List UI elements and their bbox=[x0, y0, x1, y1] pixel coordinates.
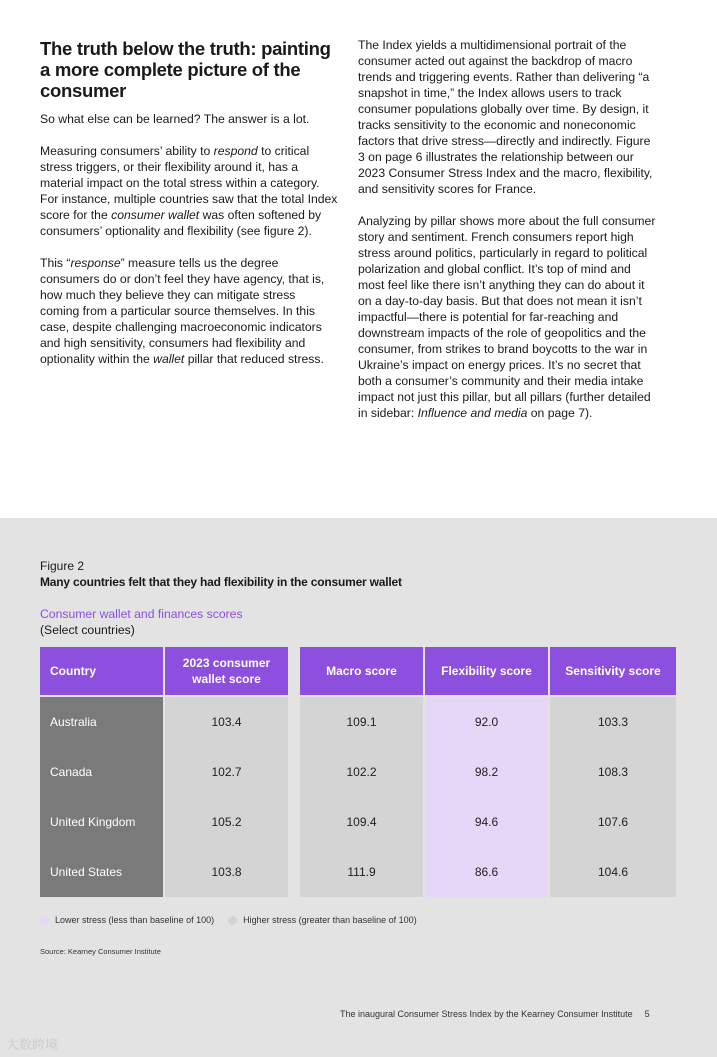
wallet-cell: 103.4 bbox=[165, 697, 290, 747]
flexibility-cell: 86.6 bbox=[425, 847, 550, 897]
figure-caption bbox=[40, 558, 402, 590]
figure-title: Many countries felt that they had flexibility in the consumer wallet bbox=[40, 575, 402, 589]
paragraph: This “response” measure tells us the degree consumers do or don’t feel they have agency, that is, how much they believe they can mitigate stress coming from a particular source themselves. In this case, despite challenging macroeconomic indicators and high sensitivity, consumers had flexibility and optionality within the wallet pillar that reduced stress. bbox=[40, 256, 325, 366]
wallet-cell: 105.2 bbox=[165, 797, 290, 847]
header-flexibility: Flexibility score bbox=[425, 647, 550, 697]
column-gap bbox=[290, 797, 300, 847]
table-row bbox=[40, 697, 676, 747]
country-cell: United States bbox=[40, 847, 165, 897]
sensitivity-cell: 107.6 bbox=[550, 797, 676, 847]
legend-higher: Higher stress (greater than baseline of 100) bbox=[243, 915, 417, 925]
column-gap bbox=[290, 747, 300, 797]
header-country: Country bbox=[40, 647, 165, 697]
page-number: 5 bbox=[644, 1009, 650, 1019]
wallet-cell: 103.8 bbox=[165, 847, 290, 897]
watermark-logo: 大数跨境 bbox=[6, 1037, 59, 1052]
scores-table bbox=[40, 647, 676, 897]
section-heading: The truth below the truth: painting a more complete picture of the consumer bbox=[40, 38, 331, 101]
country-cell: United Kingdom bbox=[40, 797, 165, 847]
paragraph: Analyzing by pillar shows more about the full consumer story and sentiment. French consumers report high stress around politics, particularly in regard to political polarization and global conflict. It’s top of mind and most feel like there isn’t anything they can do about it on a day-to-day basis. But that does not mean it isn’t impactful—there is potential for far-reaching and downstream impacts of the role of geopolitics and the consumer, from strikes to brand boycotts to the war in Ukraine’s impact on energy prices. It’s no secret that both a consumer’s community and their media intake impact not just this pillar, but all pillars (further detailed in sidebar: Influence and media on page 7). bbox=[358, 214, 656, 420]
header-sensitivity: Sensitivity score bbox=[550, 647, 676, 697]
flexibility-cell: 94.6 bbox=[425, 797, 550, 847]
right-column bbox=[358, 37, 658, 437]
country-cell: Australia bbox=[40, 697, 165, 747]
column-gap bbox=[290, 697, 300, 747]
country-cell: Canada bbox=[40, 747, 165, 797]
table-subtitle bbox=[40, 606, 243, 638]
sensitivity-cell: 103.3 bbox=[550, 697, 676, 747]
header-wallet: 2023 consumer wallet score bbox=[165, 647, 290, 697]
lower-stress-swatch-icon bbox=[40, 916, 49, 925]
table-title: Consumer wallet and finances scores bbox=[40, 607, 243, 621]
column-gap bbox=[290, 847, 300, 897]
legend-lower: Lower stress (less than baseline of 100) bbox=[55, 915, 215, 925]
paragraph: The Index yields a multidimensional portrait of the consumer acted out against the backdrop of macro trends and triggering events. Rather than delivering “a snapshot in time,” the Index allows users to track consumer populations globally over time. By design, it tracks sensitivity to the economic and noneconomic factors that drive stress—directly and indirectly. Figure 3 on page 6 illustrates the relationship between our 2023 Consumer Stress Index and the macro, flexibility, and sensitivity scores for France. bbox=[358, 38, 653, 196]
higher-stress-swatch-icon bbox=[228, 916, 237, 925]
paragraph: Measuring consumers’ ability to respond to critical stress triggers, or their flexibility around it, has a material impact on the total stress within a category. For instance, multiple countries saw that the total Index score for the consumer wallet was often softened by consumers’ optionality and flexibility (see figure 2). bbox=[40, 144, 338, 238]
macro-cell: 109.1 bbox=[300, 697, 425, 747]
source-note: Source: Kearney Consumer Institute bbox=[40, 947, 161, 956]
flexibility-cell: 98.2 bbox=[425, 747, 550, 797]
page-footer bbox=[340, 1009, 650, 1019]
footer-title: The inaugural Consumer Stress Index by the Kearney Consumer Institute bbox=[340, 1009, 633, 1019]
header-macro: Macro score bbox=[300, 647, 425, 697]
table-row bbox=[40, 747, 676, 797]
macro-cell: 102.2 bbox=[300, 747, 425, 797]
wallet-cell: 102.7 bbox=[165, 747, 290, 797]
left-column bbox=[40, 38, 338, 383]
table-row bbox=[40, 847, 676, 897]
table-row bbox=[40, 797, 676, 847]
macro-cell: 109.4 bbox=[300, 797, 425, 847]
column-gap bbox=[290, 647, 300, 697]
sensitivity-cell: 104.6 bbox=[550, 847, 676, 897]
legend bbox=[40, 915, 417, 925]
table-header-row bbox=[40, 647, 676, 697]
paragraph: So what else can be learned? The answer is a lot. bbox=[40, 112, 310, 126]
flexibility-cell: 92.0 bbox=[425, 697, 550, 747]
sensitivity-cell: 108.3 bbox=[550, 747, 676, 797]
figure-label: Figure 2 bbox=[40, 559, 85, 573]
macro-cell: 111.9 bbox=[300, 847, 425, 897]
table-note: (Select countries) bbox=[40, 623, 135, 637]
